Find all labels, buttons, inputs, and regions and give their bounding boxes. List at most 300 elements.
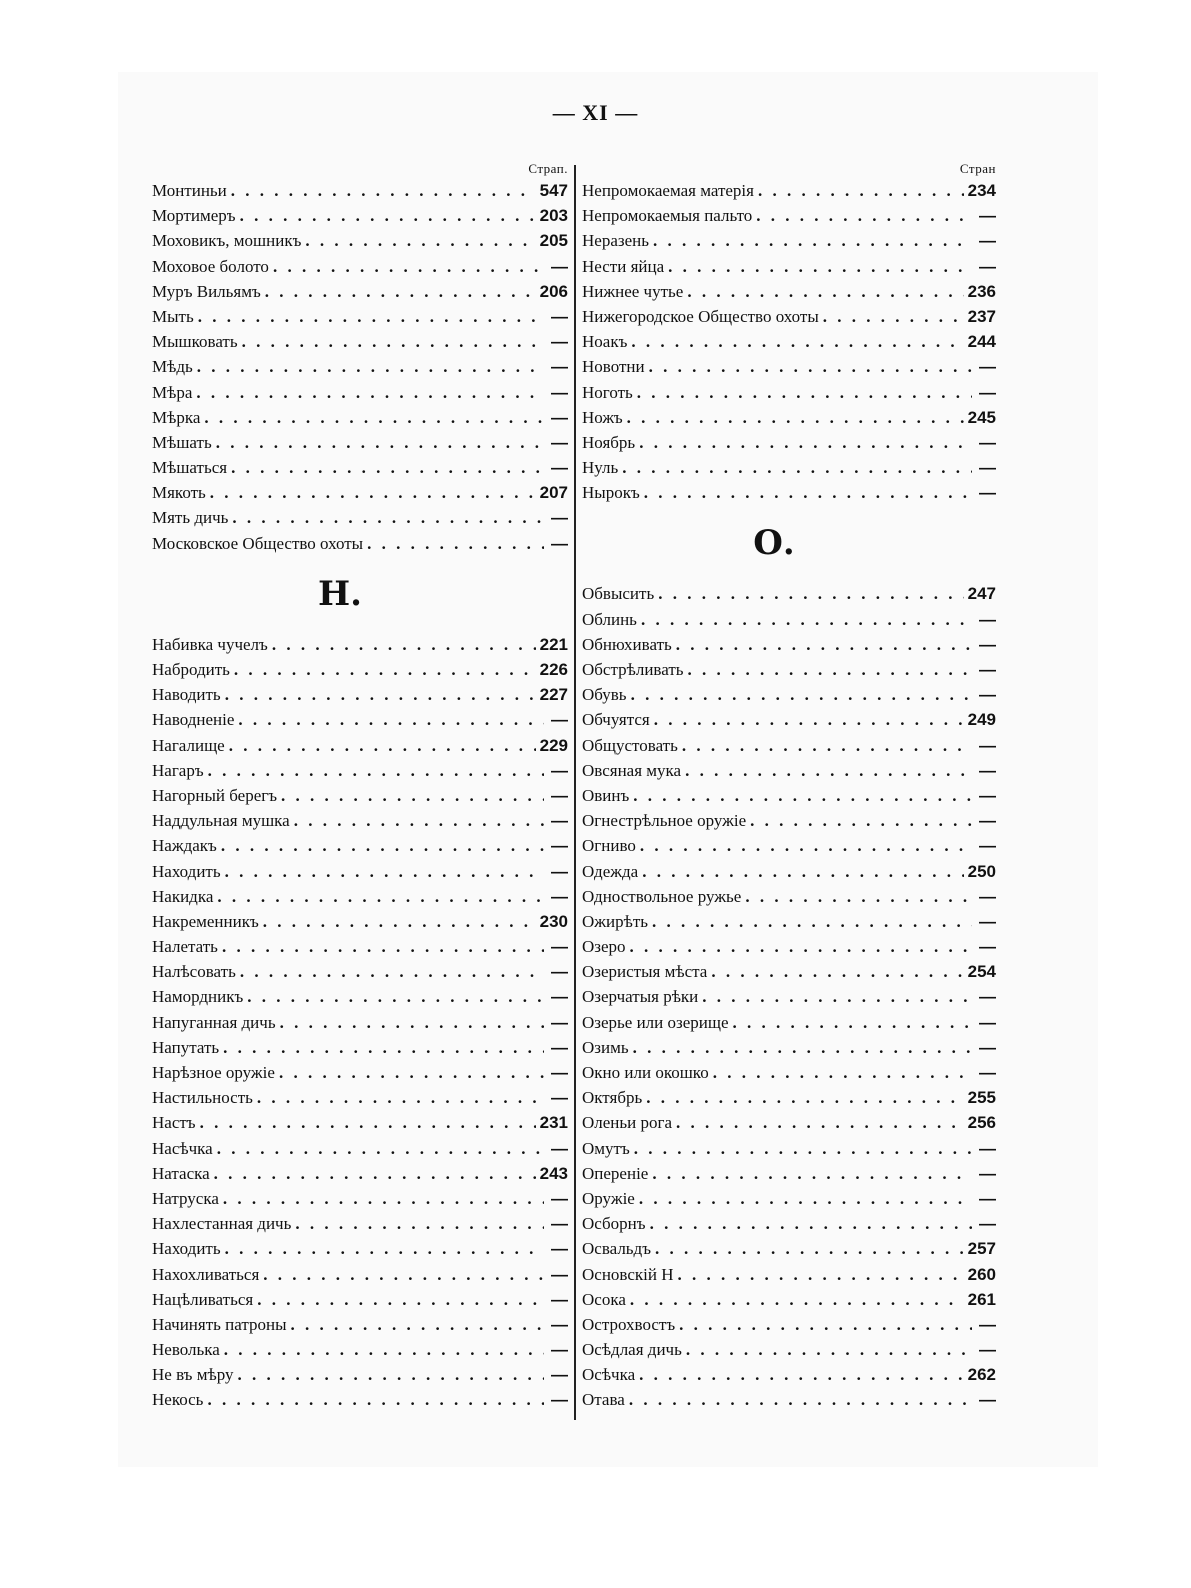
entry-term: Натаска [152,1163,210,1183]
entry-page: — [979,811,996,831]
index-entry [582,833,996,858]
entry-term: Набивка чучелъ [152,634,268,654]
entry-page: — [551,1063,568,1082]
index-entry [152,455,568,480]
entry-page: — [979,987,996,1007]
entry-page: — [979,206,996,226]
index-entry [582,178,996,203]
entry-term: Моховикъ, мошникъ [152,231,302,251]
index-entry [582,354,996,379]
leader-dots [263,909,536,934]
index-entry [582,657,996,682]
leader-dots [634,1136,972,1161]
entry-page: 247 [967,584,996,604]
entry-page: — [551,357,568,377]
index-entry [152,1110,568,1135]
entry-page: — [979,1340,996,1360]
entry-term: Отава [582,1390,625,1410]
index-entry [152,329,568,354]
entry-term: Не въ мѣру [152,1365,234,1385]
index-entry [582,1262,996,1287]
entry-term: Мыть [152,306,194,326]
index-entry [152,1085,568,1110]
index-entry [152,808,568,833]
leader-dots [204,405,544,430]
entry-page: — [979,1138,996,1158]
entry-page: — [551,382,568,402]
index-entry [152,733,568,758]
leader-dots [210,480,536,505]
entry-term: Мѣшаться [152,458,228,478]
entry-page: 244 [967,332,996,352]
entry-page: 245 [967,407,996,427]
leader-dots [653,228,972,253]
leader-dots [686,1337,972,1362]
leader-dots [652,1161,972,1186]
leader-dots [242,329,544,354]
leader-dots [676,632,972,657]
leader-dots [630,1287,964,1312]
entry-page: — [551,1264,568,1284]
entry-term: Опереніе [582,1163,649,1183]
leader-dots [627,405,964,430]
entry-term: Озимь [582,1037,629,1057]
entry-term: Находить [152,1239,221,1259]
entry-term: Омутъ [582,1138,630,1158]
leader-dots [654,707,964,732]
index-entry [152,304,568,329]
entry-page: 207 [539,483,568,503]
entry-page: — [551,306,568,326]
leader-dots [631,329,963,354]
leader-dots [639,430,972,455]
index-entry [582,984,996,1009]
entry-term: Накременникъ [152,911,259,931]
leader-dots [633,783,972,808]
entry-page: 237 [967,306,996,326]
index-entry [152,783,568,808]
entry-page: 254 [967,962,996,982]
leader-dots [265,279,536,304]
leader-dots [644,480,972,505]
entry-page: — [979,886,996,906]
leader-dots [688,657,972,682]
entry-page: — [979,760,996,780]
leader-dots [652,909,972,934]
entry-term: Намордникъ [152,987,244,1007]
leader-dots [633,1035,972,1060]
page-column-header: Стран [959,161,996,176]
leader-dots [221,833,544,858]
leader-dots [247,984,544,1009]
entry-term: Острохвостъ [582,1314,676,1334]
entry-page: — [979,432,996,452]
leader-dots [232,505,544,530]
leader-dots [222,934,544,959]
entry-page: 206 [539,281,568,301]
leader-dots [200,1110,536,1135]
entry-term: Мѣра [152,382,193,402]
leader-dots [280,1010,544,1035]
entry-term: Некось [152,1390,204,1410]
leader-dots [295,1211,544,1236]
index-entry [582,733,996,758]
entry-page: 221 [539,634,568,654]
leader-dots [281,783,544,808]
leader-dots [257,1287,544,1312]
entry-term: Оленьи рога [582,1113,673,1133]
index-entry [582,380,996,405]
right-column [582,160,996,1413]
entry-term: Ожирѣть [582,911,649,931]
entry-term: Непромокаемыя пальто [582,206,753,226]
section-letter-n: Н. [318,573,362,614]
leader-dots [640,833,972,858]
index-entry [582,1161,996,1186]
entry-page: — [979,231,996,251]
index-entry [152,203,568,228]
entry-term: Неразень [582,231,649,251]
entry-term: Основскій Н [582,1264,674,1284]
entry-term: Одноствольное ружье [582,886,742,906]
entry-term: Нацѣливаться [152,1289,254,1309]
entry-page: — [979,937,996,957]
entry-term: Озерчатыя рѣки [582,987,699,1007]
entry-page: — [551,1365,568,1385]
entry-page: — [979,836,996,856]
entry-page: — [551,256,568,276]
entry-page: — [551,886,568,906]
entry-term: Осборнъ [582,1214,646,1234]
left-column [152,160,568,1413]
entry-page: 250 [967,861,996,881]
leader-dots [756,203,972,228]
leader-dots [639,1186,972,1211]
section-letter-o: О. [753,523,795,564]
entry-page: 230 [539,911,568,931]
index-entry [152,1312,568,1337]
entry-term: Обувь [582,685,627,705]
index-entry [152,833,568,858]
entry-term: Наждакъ [152,836,217,856]
leader-dots [263,1262,544,1287]
index-entry [582,632,996,657]
index-entry [152,959,568,984]
index-entry [582,254,996,279]
entry-page: — [551,1314,568,1334]
entry-page: 262 [967,1365,996,1385]
entry-page: 231 [539,1113,568,1133]
index-entry [152,1186,568,1211]
index-entry [152,178,568,203]
entry-page: — [551,332,568,352]
entry-term: Нуль [582,458,619,478]
entry-term: Наводненіе [152,710,235,730]
page-column-header: Страп. [528,161,568,176]
index-entry [582,581,996,606]
entry-page: — [551,710,568,730]
leader-dots [238,707,544,732]
entry-page: — [551,533,568,553]
entry-page: — [979,483,996,503]
leader-dots [678,1262,964,1287]
index-entry [152,657,568,682]
entry-page: — [551,1188,568,1208]
entry-term: Мѣдь [152,357,193,377]
entry-term: Монтиньи [152,181,227,200]
entry-term: Находить [152,861,221,881]
entry-page: 205 [539,231,568,251]
entry-term: Наводить [152,685,221,705]
index-entry [152,859,568,884]
entry-page: — [551,1289,568,1309]
entry-page: — [979,458,996,478]
leader-dots [745,884,972,909]
entry-term: Налетать [152,937,218,957]
leader-dots [257,1085,544,1110]
leader-dots [758,178,964,203]
index-entry [152,632,568,657]
entry-page: — [979,911,996,931]
leader-dots [279,1060,544,1085]
leader-dots [658,581,963,606]
entry-page: — [551,1214,568,1234]
entry-page: — [979,1012,996,1032]
leader-dots [629,1387,972,1412]
index-entry [152,354,568,379]
index-entry [582,607,996,632]
index-entry [582,1136,996,1161]
index-entry [152,531,568,556]
entry-page: 243 [539,1163,568,1183]
entry-page: 203 [539,206,568,226]
entry-term: Неволька [152,1340,220,1360]
entry-page: — [551,785,568,805]
entry-term: Моховое болото [152,256,269,276]
leader-dots [208,758,544,783]
entry-page: — [551,458,568,478]
entry-page: — [551,760,568,780]
entry-page: — [551,836,568,856]
entry-page: — [979,735,996,755]
index-entry [152,380,568,405]
entry-term: Облинь [582,609,637,629]
index-entry [152,909,568,934]
entry-page: — [551,987,568,1007]
entry-page: — [979,785,996,805]
leader-dots [223,1186,544,1211]
leader-dots [196,380,544,405]
leader-dots [231,455,544,480]
entry-term: Муръ Вильямъ [152,281,261,301]
entry-term: Московское Общество охоты [152,533,364,553]
index-entry [152,1387,568,1412]
index-entry [152,984,568,1009]
entry-term: Ноакъ [582,332,628,352]
entry-term: Осѣчка [582,1365,636,1385]
index-entry [152,1161,568,1186]
leader-dots [216,430,544,455]
entry-page: — [551,962,568,982]
entry-term: Оружіе [582,1188,635,1208]
entry-term: Осока [582,1289,626,1309]
index-entry [582,682,996,707]
index-entry [582,1211,996,1236]
index-entry [152,1262,568,1287]
column-divider [574,165,576,1420]
entry-term: Насѣчка [152,1138,213,1158]
entry-term: Освальдъ [582,1239,651,1259]
entry-page: — [979,256,996,276]
leader-dots [231,178,536,203]
index-entry [582,279,996,304]
leader-dots [207,1387,544,1412]
leader-dots [676,1110,964,1135]
index-group-o [582,581,996,1412]
index-entry [152,884,568,909]
index-entry [152,405,568,430]
index-entry [582,1236,996,1261]
entry-page: 234 [967,181,996,200]
entry-page: — [979,1390,996,1410]
leader-dots [711,959,963,984]
entry-term: Настильность [152,1088,253,1108]
index-entry [582,1010,996,1035]
entry-term: Нагорный берегъ [152,785,278,805]
entry-term: Общустовать [582,735,678,755]
entry-page: — [979,609,996,629]
entry-term: Новотни [582,357,645,377]
entry-term: Нахохливаться [152,1264,260,1284]
entry-term: Обнюхивать [582,634,672,654]
index-entry [582,1337,996,1362]
index-group-n-cont [582,178,996,505]
leader-dots [682,733,972,758]
entry-page: — [979,1063,996,1082]
index-entry [582,1060,996,1085]
index-entry [152,1362,568,1387]
leader-dots [631,682,972,707]
entry-term: Озеристыя мѣста [582,962,708,982]
index-entry [582,909,996,934]
entry-term: Напуганная дичь [152,1012,276,1032]
leader-dots [237,1362,544,1387]
index-entry [582,480,996,505]
entry-page: — [551,861,568,881]
entry-term: Озеро [582,937,626,957]
entry-term: Огнестрѣльное оружіе [582,811,747,831]
index-entry [152,1236,568,1261]
entry-term: Нагаръ [152,760,204,780]
entry-term: Налѣсовать [152,962,236,982]
leader-dots [217,1136,544,1161]
entry-page: — [979,1037,996,1057]
entry-term: Нижнее чутье [582,281,684,301]
entry-page: — [551,432,568,452]
entry-term: Мортимеръ [152,206,236,226]
entry-term: Нырокъ [582,483,640,503]
leader-dots [224,1337,544,1362]
leader-dots [240,203,536,228]
entry-term: Ноготь [582,382,633,402]
entry-term: Нижегородское Общество охоты [582,306,819,326]
index-group-m [152,178,568,556]
index-entry [152,505,568,530]
leader-dots [733,1010,972,1035]
leader-dots [214,1161,536,1186]
entry-page: 260 [967,1264,996,1284]
leader-dots [225,1236,544,1261]
index-group-n [152,632,568,1413]
entry-page: 257 [967,1239,996,1259]
entry-page: — [979,1214,996,1234]
index-entry [582,884,996,909]
index-entry [582,430,996,455]
index-entry [152,1136,568,1161]
leader-dots [650,1211,972,1236]
entry-term: Набродить [152,660,230,679]
entry-page: — [551,937,568,957]
index-entry [582,1387,996,1412]
entry-term: Начинять патроны [152,1314,287,1334]
index-entry [152,707,568,732]
entry-page: — [551,407,568,427]
leader-dots [679,1312,972,1337]
leader-dots [630,934,972,959]
page-number: — XI — [552,100,639,125]
entry-page: — [979,382,996,402]
entry-term: Обчуятся [582,710,650,730]
leader-dots [291,1312,545,1337]
index-entry [152,1010,568,1035]
entry-term: Мять дичь [152,508,229,528]
leader-dots [713,1060,972,1085]
leader-dots [305,228,535,253]
index-entry [582,1362,996,1387]
entry-term: Настъ [152,1113,196,1133]
index-entry [582,329,996,354]
entry-term: Октябрь [582,1088,643,1108]
entry-page: — [979,634,996,654]
entry-page: 226 [539,660,568,679]
leader-dots [668,254,972,279]
entry-page: — [979,1314,996,1334]
leader-dots [198,304,544,329]
entry-term: Мѣшать [152,432,212,452]
leader-dots [223,1035,544,1060]
entry-term: Нести яйца [582,256,665,276]
leader-dots [646,1085,963,1110]
entry-term: Осѣдлая дичь [582,1340,682,1360]
index-entry [582,304,996,329]
index-entry [152,228,568,253]
index-entry [152,1060,568,1085]
entry-page: — [551,1012,568,1032]
entry-term: Наддульная мушка [152,811,290,831]
leader-dots [649,354,972,379]
entry-term: Окно или окошко [582,1063,709,1082]
leader-dots [637,380,972,405]
entry-term: Озерье или озерище [582,1012,729,1032]
entry-term: Ноябрь [582,432,636,452]
index-entry [582,1035,996,1060]
entry-term: Обвысить [582,584,655,604]
entry-page: — [551,1390,568,1410]
index-entry [152,1287,568,1312]
index-entry [582,808,996,833]
leader-dots [642,859,963,884]
index-entry [152,480,568,505]
